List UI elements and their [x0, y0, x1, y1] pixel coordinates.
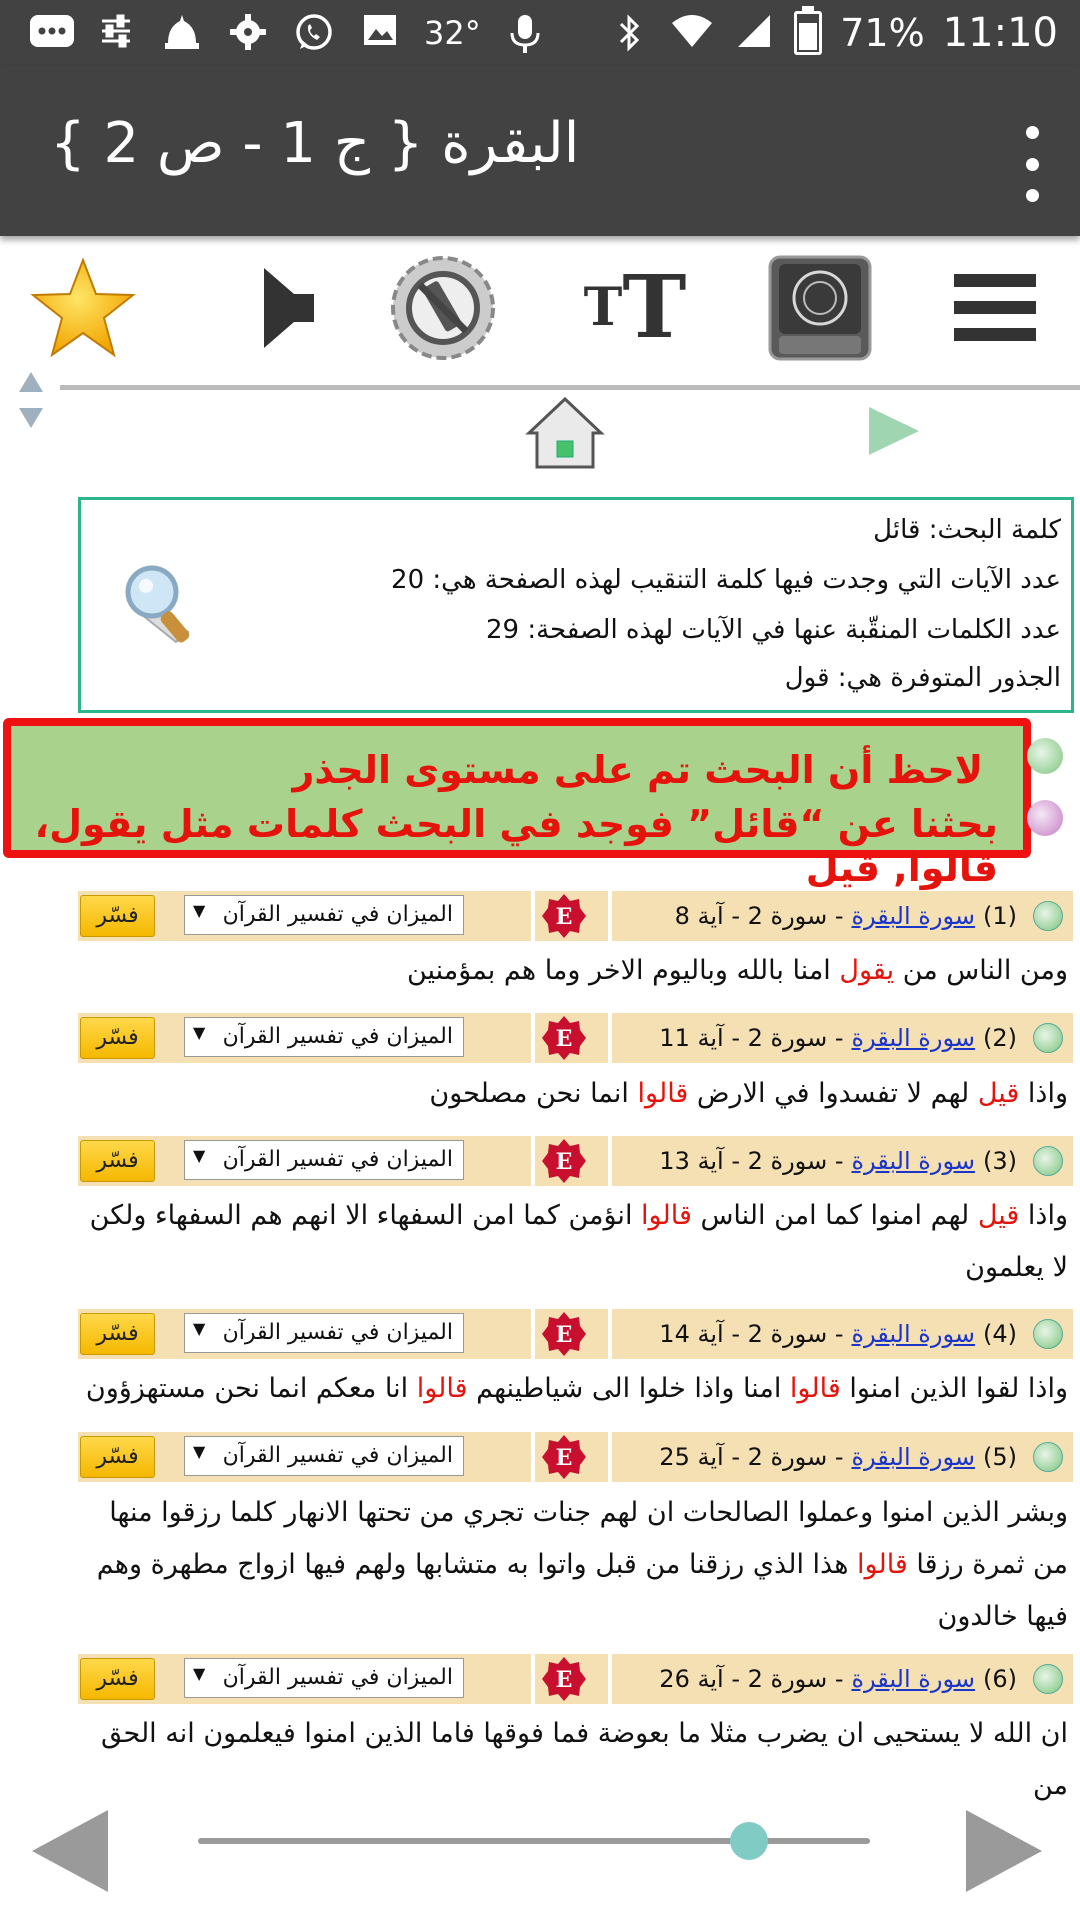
- tafsir-select[interactable]: ▼ الميزان في تفسير القرآن: [184, 1436, 464, 1476]
- result-header: [78, 1309, 1073, 1359]
- expand-icon[interactable]: [1033, 1319, 1063, 1349]
- search-info-box: [78, 497, 1074, 713]
- verse-ref: - سورة 2 - آية 11: [659, 1024, 844, 1052]
- roots: الجذور المتوفرة هي: قول: [784, 663, 1061, 693]
- tafsir-button[interactable]: فسّر: [80, 1436, 155, 1478]
- expand-icon[interactable]: [1033, 1146, 1063, 1176]
- no-edit-icon[interactable]: [385, 245, 500, 370]
- hamburger-menu-icon[interactable]: [952, 245, 1037, 370]
- header-separator: [608, 1654, 612, 1704]
- surah-link[interactable]: سورة البقرة: [851, 1665, 975, 1693]
- header-separator: [608, 1309, 612, 1359]
- result-number: (2): [982, 1024, 1017, 1052]
- surah-link[interactable]: سورة البقرة: [851, 1147, 975, 1175]
- english-translation-icon[interactable]: [541, 1434, 587, 1480]
- svg-text:E: E: [555, 1322, 573, 1348]
- favorite-star-icon[interactable]: [25, 245, 140, 370]
- result-header: [78, 1013, 1073, 1063]
- verse-text: [78, 945, 1068, 997]
- note-line-1: لاحظ أن البحث تم على مستوى الجذر: [292, 748, 983, 792]
- verse-segment: واذا: [1019, 1200, 1068, 1231]
- header-separator: [531, 1309, 535, 1359]
- expand-icon[interactable]: [1033, 901, 1063, 931]
- tafsir-button[interactable]: فسّر: [80, 1658, 155, 1700]
- verse-ref: - سورة 2 - آية 26: [659, 1665, 844, 1693]
- verse-text: [78, 1363, 1068, 1415]
- result-reference: [659, 1013, 1063, 1063]
- divider: [60, 385, 1080, 390]
- result-header: [78, 1654, 1073, 1704]
- header-separator: [531, 1136, 535, 1186]
- surah-link[interactable]: سورة البقرة: [851, 1024, 975, 1052]
- english-translation-icon[interactable]: [541, 1138, 587, 1184]
- result-number: (4): [982, 1320, 1017, 1348]
- header-separator: [608, 1136, 612, 1186]
- battery-percent: 71%: [840, 11, 925, 55]
- signal-icon: [732, 13, 776, 53]
- surah-link[interactable]: سورة البقرة: [851, 902, 975, 930]
- english-translation-icon[interactable]: [541, 1311, 587, 1357]
- verse-segment: انما نحن مصلحون: [429, 1078, 638, 1109]
- svg-text:E: E: [555, 1149, 573, 1175]
- verse-segment: انا معكم انما نحن مستهزؤون: [85, 1373, 417, 1404]
- svg-text:E: E: [555, 1026, 573, 1052]
- whatsapp-icon: [292, 13, 336, 53]
- verse-ref: - سورة 2 - آية 13: [659, 1147, 844, 1175]
- highlighted-word: قالوا: [637, 1078, 689, 1109]
- verse-segment: واذا: [1019, 1078, 1068, 1109]
- highlighted-word: قيل: [977, 1078, 1020, 1109]
- words-count: عدد الكلمات المنقّبة عنها في الآيات لهذه الصفحة: 29: [485, 615, 1061, 645]
- page-slider[interactable]: [198, 1838, 870, 1844]
- microphone-icon: [503, 13, 547, 53]
- tafsir-select[interactable]: ▼ الميزان في تفسير القرآن: [184, 1313, 464, 1353]
- verse-ref: - سورة 2 - آية 25: [659, 1443, 844, 1471]
- image-icon: [358, 13, 402, 53]
- surah-link[interactable]: سورة البقرة: [851, 1443, 975, 1471]
- header-separator: [608, 1432, 612, 1482]
- highlighted-word: قالوا: [416, 1373, 468, 1404]
- highlighted-word: قالوا: [641, 1200, 692, 1231]
- expand-all-icon[interactable]: [1027, 738, 1063, 774]
- tafsir-select[interactable]: ▼ الميزان في تفسير القرآن: [184, 1017, 464, 1057]
- page-title: البقرة { ج 1 - ص 2 }: [50, 111, 580, 176]
- header-separator: [531, 1432, 535, 1482]
- verse-segment: ان الله لا يستحيى ان يضرب مثلا ما بعوضة فما فوقها فاما الذين امنوا فيعلمون انه الحق من: [101, 1718, 1068, 1801]
- expand-icon[interactable]: [1033, 1442, 1063, 1472]
- temperature-text: 32°: [424, 14, 481, 52]
- bluetooth-icon: [608, 13, 652, 53]
- english-translation-icon[interactable]: [541, 893, 587, 939]
- tafsir-book-icon[interactable]: [765, 245, 875, 370]
- verse-segment: لهم امنوا كما امن الناس: [691, 1200, 978, 1231]
- verse-segment: امنا بالله وباليوم الاخر وما هم بمؤمنين: [406, 955, 840, 986]
- result-reference: [659, 1309, 1063, 1359]
- result-reference: [675, 891, 1063, 941]
- result-header: [78, 891, 1073, 941]
- english-translation-icon[interactable]: [541, 1015, 587, 1061]
- bottom-nav: [0, 1790, 1080, 1908]
- verse-segment: وبشر الذين امنوا وعملوا الصالحات ان لهم جنات تجري من تحتها الانهار كلما رزقوا منها من ثمرة رزقا: [109, 1497, 1068, 1580]
- verse-text: [78, 1190, 1068, 1294]
- home-icon[interactable]: [525, 395, 605, 470]
- root-search-note: [3, 718, 1031, 890]
- tafsir-select[interactable]: ▼ الميزان في تفسير القرآن: [184, 1140, 464, 1180]
- status-bar: [0, 0, 1080, 66]
- surah-link[interactable]: سورة البقرة: [851, 1320, 975, 1348]
- svg-text:E: E: [555, 904, 573, 930]
- result-reference: [659, 1432, 1063, 1482]
- result-reference: [659, 1654, 1063, 1704]
- english-translation-icon[interactable]: [541, 1656, 587, 1702]
- note-line-2: بحثنا عن “قائل” فوجد في البحث كلمات مثل يقول، قالوا, قيل: [34, 802, 998, 890]
- overflow-menu-icon[interactable]: [1024, 126, 1040, 202]
- verses-count: عدد الآيات التي وجدت فيها كلمة التنقيب لهذه الصفحة هي: 20: [391, 565, 1061, 595]
- tafsir-button[interactable]: فسّر: [80, 1313, 155, 1355]
- svg-text:E: E: [555, 1667, 573, 1693]
- tafsir-select[interactable]: ▼ الميزان في تفسير القرآن: [184, 1658, 464, 1698]
- tafsir-select[interactable]: ▼ الميزان في تفسير القرآن: [184, 895, 464, 935]
- wifi-icon: [670, 13, 714, 53]
- result-header: [78, 1136, 1073, 1186]
- next-page-icon[interactable]: [962, 1808, 1046, 1898]
- font-size-icon[interactable]: T T: [583, 257, 687, 358]
- app-bar: [0, 66, 1080, 236]
- battery-icon: [794, 11, 822, 55]
- play-icon[interactable]: [865, 405, 921, 461]
- verse-segment: هذا الذي رزقنا من قبل واتوا به متشابها ولهم فيها ازواج مطهرة وهم فيها خالدون: [96, 1549, 1068, 1632]
- clock: 11:10: [942, 10, 1058, 56]
- nav-row: [0, 395, 1080, 475]
- equalizer-icon: [94, 13, 138, 53]
- verse-segment: امنا واذا خلوا الى شياطينهم: [467, 1373, 790, 1404]
- highlighted-word: قالوا: [789, 1373, 841, 1404]
- header-separator: [531, 1654, 535, 1704]
- result-number: (6): [982, 1665, 1017, 1693]
- header-separator: [608, 891, 612, 941]
- speaker-icon[interactable]: [250, 245, 330, 370]
- header-separator: [531, 891, 535, 941]
- result-number: (3): [982, 1147, 1017, 1175]
- verse-segment: لهم لا تفسدوا في الارض: [688, 1078, 978, 1109]
- tafsir-button[interactable]: فسّر: [80, 1017, 155, 1059]
- settings-icon: [226, 13, 270, 53]
- highlighted-word: قيل: [977, 1200, 1020, 1231]
- tafsir-button[interactable]: فسّر: [80, 1140, 155, 1182]
- result-number: (5): [982, 1443, 1017, 1471]
- result-reference: [659, 1136, 1063, 1186]
- verse-text: [78, 1068, 1068, 1120]
- header-separator: [608, 1013, 612, 1063]
- result-header: [78, 1432, 1073, 1482]
- tafsir-button[interactable]: فسّر: [80, 895, 155, 937]
- verse-segment: ومن الناس من: [894, 955, 1068, 986]
- magnifier-icon[interactable]: [116, 560, 206, 650]
- verse-ref: - سورة 2 - آية 14: [659, 1320, 844, 1348]
- search-word: كلمة البحث: قائل: [873, 515, 1061, 545]
- svg-text:E: E: [555, 1445, 573, 1471]
- page-slider-thumb[interactable]: [730, 1822, 768, 1860]
- verse-text: [78, 1487, 1068, 1643]
- verse-ref: - سورة 2 - آية 8: [674, 902, 844, 930]
- highlighted-word: يقول: [839, 955, 895, 986]
- expand-icon[interactable]: [1033, 1023, 1063, 1053]
- message-icon: [28, 13, 72, 53]
- collapse-all-icon[interactable]: [1027, 800, 1063, 836]
- verse-segment: انؤمن كما امن السفهاء الا انهم هم السفهاء ولكن لا يعلمون: [89, 1200, 1068, 1283]
- toolbar: [0, 245, 1080, 370]
- mosque-icon: [160, 13, 204, 53]
- result-number: (1): [982, 902, 1017, 930]
- expand-icon[interactable]: [1033, 1664, 1063, 1694]
- highlighted-word: قالوا: [857, 1549, 908, 1580]
- header-separator: [531, 1013, 535, 1063]
- prev-page-icon[interactable]: [28, 1808, 112, 1898]
- verse-segment: واذا لقوا الذين امنوا: [840, 1373, 1068, 1404]
